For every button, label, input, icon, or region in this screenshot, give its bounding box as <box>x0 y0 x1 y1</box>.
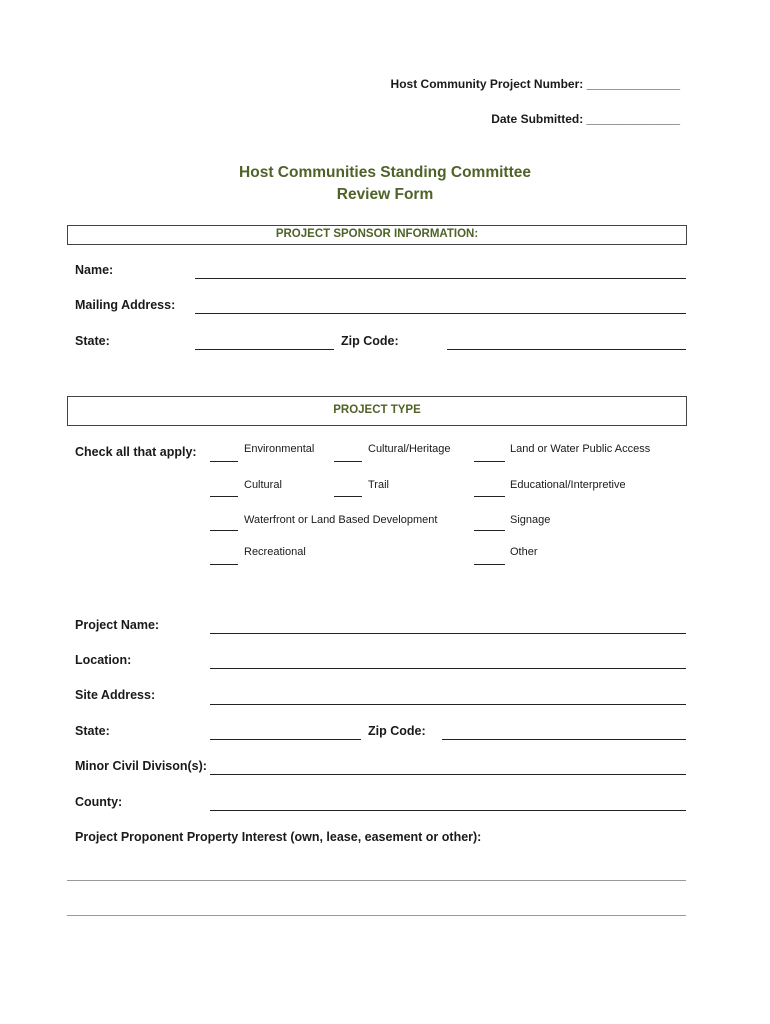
sponsor-zip-field[interactable] <box>447 349 686 350</box>
site-address-field[interactable] <box>210 704 686 705</box>
option-other: Other <box>510 546 538 558</box>
project-number-label: Host Community Project Number: ______________ <box>390 77 680 91</box>
option-cultural-heritage: Cultural/Heritage <box>368 443 451 455</box>
sponsor-state-field[interactable] <box>195 349 334 350</box>
project-zip-label: Zip Code: <box>368 724 426 738</box>
mailing-address-field[interactable] <box>195 313 686 314</box>
site-address-label: Site Address: <box>75 688 156 702</box>
minor-civil-division-field[interactable] <box>210 774 686 775</box>
project-state-label: State: <box>75 724 110 738</box>
option-educational: Educational/Interpretive <box>510 479 626 491</box>
checkbox-cultural-heritage[interactable] <box>334 461 362 462</box>
check-all-label: Check all that apply: <box>75 445 197 459</box>
option-cultural: Cultural <box>244 479 282 491</box>
checkbox-recreational[interactable] <box>210 564 238 565</box>
property-interest-line-2[interactable] <box>67 915 686 916</box>
project-state-field[interactable] <box>210 739 361 740</box>
sponsor-state-label: State: <box>75 334 110 348</box>
property-interest-label: Project Proponent Property Interest (own, lease, easement or other): <box>75 830 482 844</box>
option-environmental: Environmental <box>244 443 315 455</box>
checkbox-educational[interactable] <box>474 496 505 497</box>
property-interest-line-1[interactable] <box>67 880 686 881</box>
sponsor-section-heading: PROJECT SPONSOR INFORMATION: <box>275 228 479 240</box>
option-public-access: Land or Water Public Access <box>510 443 651 455</box>
minor-civil-division-label: Minor Civil Divison(s): <box>75 759 207 773</box>
location-label: Location: <box>75 653 132 667</box>
county-field[interactable] <box>210 810 686 811</box>
project-name-label: Project Name: <box>75 618 160 632</box>
project-type-heading: PROJECT TYPE <box>333 404 421 416</box>
location-field[interactable] <box>210 668 686 669</box>
option-recreational: Recreational <box>244 546 306 558</box>
form-title-line2: Review Form <box>336 186 434 203</box>
date-submitted-label: Date Submitted: ______________ <box>491 112 680 126</box>
form-title-line1: Host Communities Standing Committee <box>239 164 531 181</box>
checkbox-cultural[interactable] <box>210 496 238 497</box>
checkbox-public-access[interactable] <box>474 461 505 462</box>
sponsor-section-header <box>67 225 687 245</box>
checkbox-trail[interactable] <box>334 496 362 497</box>
name-label: Name: <box>75 263 114 277</box>
name-field[interactable] <box>195 278 686 279</box>
project-zip-field[interactable] <box>442 739 686 740</box>
checkbox-signage[interactable] <box>474 530 505 531</box>
checkbox-waterfront[interactable] <box>210 530 238 531</box>
option-trail: Trail <box>368 479 389 491</box>
option-waterfront: Waterfront or Land Based Development <box>244 514 438 526</box>
checkbox-other[interactable] <box>474 564 505 565</box>
option-signage: Signage <box>510 514 551 526</box>
sponsor-zip-label: Zip Code: <box>341 334 399 348</box>
county-label: County: <box>75 795 123 809</box>
project-type-header <box>67 396 687 426</box>
checkbox-environmental[interactable] <box>210 461 238 462</box>
project-name-field[interactable] <box>210 633 686 634</box>
mailing-address-label: Mailing Address: <box>75 298 176 312</box>
